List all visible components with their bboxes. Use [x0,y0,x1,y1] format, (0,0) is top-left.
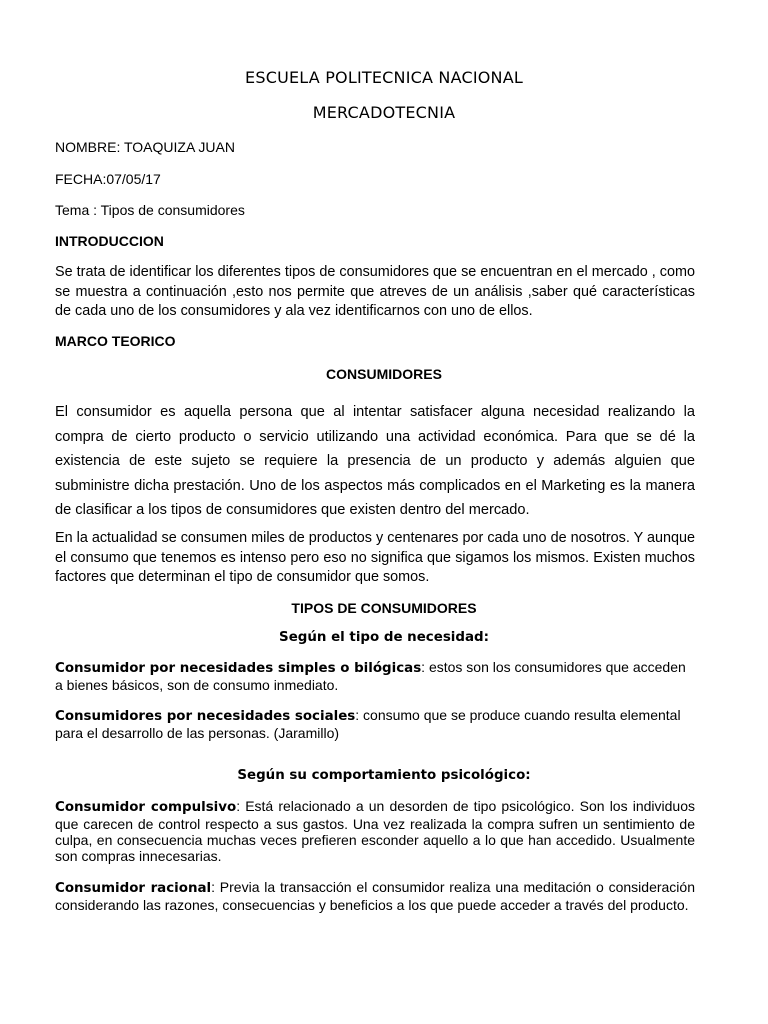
consumption-paragraph: En la actualidad se consumen miles de productos y centenares por cada uno de nosotros. Y aunque el consumo que tenemos es intenso pero eso no significa que sigamos los mismos. Existen muchos factores que determinan el tipo de consumidor que somos. [55,530,695,585]
item-term: Consumidor compulsivo [55,800,237,815]
compulsive-consumer-item [55,798,695,864]
psychological-behavior-heading: Según su comportamiento psicológico: [237,768,531,783]
item-description: : Previa la transacción el consumidor realiza una meditación o consideración considerando las razones, consecuencias y beneficios a los que puede acceder a través del producto. [55,879,695,913]
subject-title: MERCADOTECNIA [312,103,456,122]
rational-consumer-item [55,879,695,913]
item-term: Consumidor por necesidades simples o bilógicas [55,661,422,676]
document-topic: Tema : Tipos de consumidores [55,202,245,218]
school-title: ESCUELA POLITECNICA NACIONAL [245,68,523,87]
consumers-heading: CONSUMIDORES [326,366,442,382]
item-description: : estos son los consumidores que acceden a bienes básicos, son de consumo inmediato. [55,659,686,693]
introduction-paragraph: Se trata de identificar los diferentes tipos de consumidores que se encuentran en el mercado , como se muestra a continuación ,esto nos permite que atreves de un análisis ,saber qué características de cada uno de los consumidores y ala vez identificarnos con uno de ellos. [55,264,695,319]
student-name: NOMBRE: TOAQUIZA JUAN [55,139,235,155]
need-type-heading: Según el tipo de necesidad: [279,630,489,645]
document-date: FECHA:07/05/17 [55,171,161,187]
item-term: Consumidores por necesidades sociales [55,709,356,724]
types-heading: TIPOS DE CONSUMIDORES [291,600,477,616]
item-term: Consumidor racional [55,881,212,896]
consumer-definition-paragraph: El consumidor es aquella persona que al intentar satisfacer alguna necesidad realizando la compra de cierto producto o servicio utilizando una actividad económica. Para que se dé la existencia de este sujeto se requiere la presencia de un producto y además alguien que subministre dicha prestación. Uno de los aspectos más complicados en el Marketing es la manera de clasificar a los tipos de consumidores que existen dentro del mercado. [55,404,695,518]
item-description: : Está relacionado a un desorden de tipo psicológico. Son los individuos que carecen de control respecto a sus gastos. Una vez realizada la compra sufren un sentimiento de culpa, en consecuencia muchas veces prefieren esconder aquello a lo que han accedido. Usualmente son compras innecesarias. [55,798,695,864]
theory-heading: MARCO TEORICO [55,333,176,349]
simple-needs-consumer-item [55,659,695,693]
item-description: : consumo que se produce cuando resulta elemental para el desarrollo de las personas. (Jaramillo) [55,707,681,741]
introduction-heading: INTRODUCCION [55,233,164,249]
social-needs-consumer-item [55,707,695,741]
